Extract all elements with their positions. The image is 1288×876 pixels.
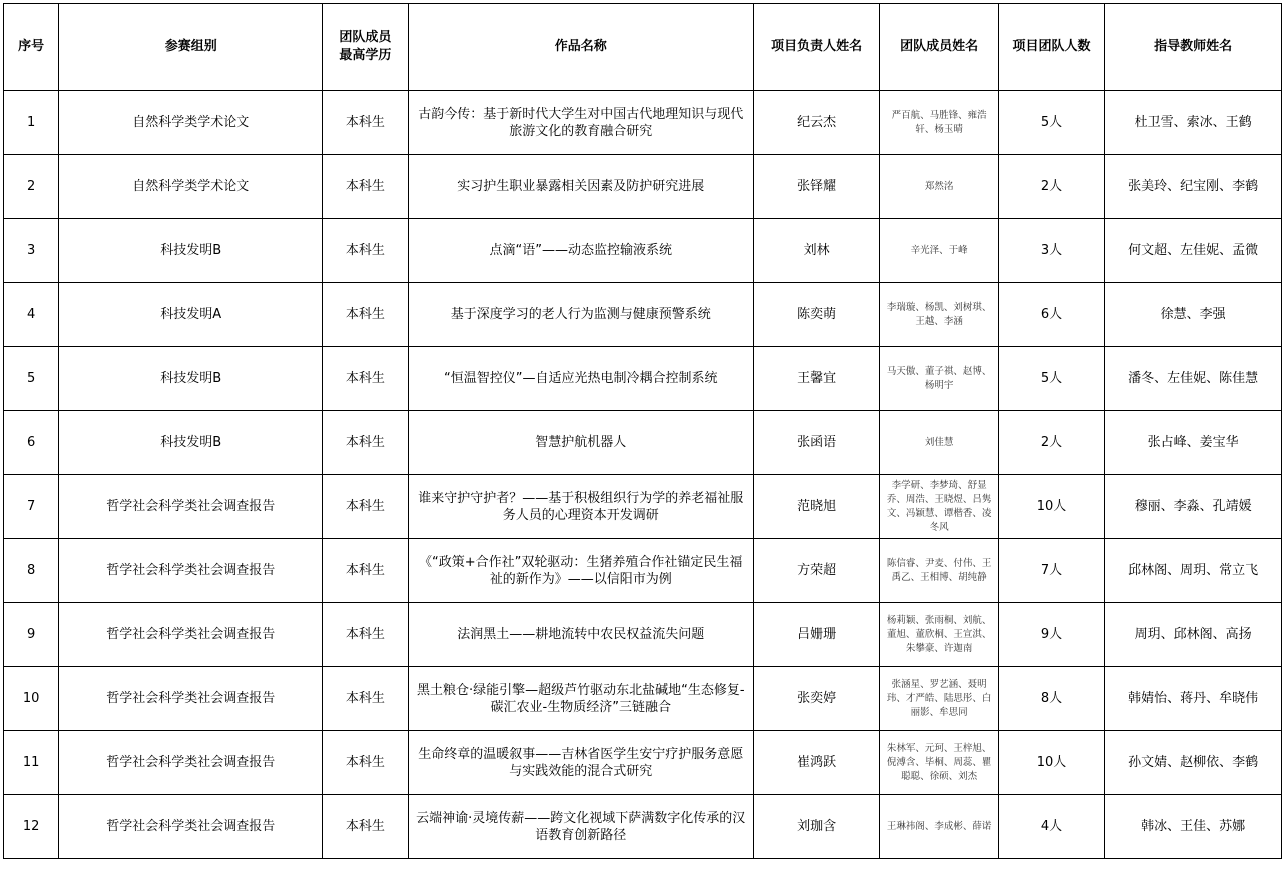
cell-advisors: 邱林阁、周玥、常立飞 <box>1105 539 1282 603</box>
header-index: 序号 <box>4 4 59 91</box>
cell-title: 谁来守护守护者？——基于积极组织行为学的养老福祉服务人员的心理资本开发调研 <box>408 475 753 539</box>
table-row <box>4 795 1282 859</box>
table-row <box>4 667 1282 731</box>
cell-index: 8 <box>4 539 59 603</box>
header-members: 团队成员姓名 <box>880 4 998 91</box>
cell-degree: 本科生 <box>323 667 408 731</box>
cell-members: 辛光泽、于峰 <box>880 219 998 283</box>
cell-index: 3 <box>4 219 59 283</box>
cell-leader: 纪云杰 <box>753 91 879 155</box>
cell-members: 严百航、马胜锋、雍浩轩、杨玉晴 <box>880 91 998 155</box>
cell-group: 哲学社会科学类社会调查报告 <box>59 603 323 667</box>
cell-count: 4人 <box>998 795 1104 859</box>
cell-members: 李学研、李梦琦、舒显乔、周浩、王晓煜、吕隽文、冯颖慧、谭楷香、凌冬风 <box>880 475 998 539</box>
table-row <box>4 731 1282 795</box>
cell-group: 自然科学类学术论文 <box>59 155 323 219</box>
cell-degree: 本科生 <box>323 155 408 219</box>
cell-members: 张涵星、罗艺涵、聂明玮、才严皓、陆思彤、白丽影、牟思同 <box>880 667 998 731</box>
cell-members: 杨莉颖、张雨桐、刘航、董旭、董欣桐、王宣淇、朱攀豪、许迦南 <box>880 603 998 667</box>
cell-index: 7 <box>4 475 59 539</box>
cell-advisors: 何文超、左佳妮、孟微 <box>1105 219 1282 283</box>
cell-advisors: 周玥、邱林阁、高扬 <box>1105 603 1282 667</box>
cell-leader: 范晓旭 <box>753 475 879 539</box>
table-row <box>4 91 1282 155</box>
table-row <box>4 475 1282 539</box>
cell-leader: 张铎耀 <box>753 155 879 219</box>
cell-leader: 刘林 <box>753 219 879 283</box>
cell-title: 古韵今传：基于新时代大学生对中国古代地理知识与现代旅游文化的教育融合研究 <box>408 91 753 155</box>
cell-group: 哲学社会科学类社会调查报告 <box>59 475 323 539</box>
header-advisors: 指导教师姓名 <box>1105 4 1282 91</box>
awards-table <box>3 3 1282 859</box>
cell-advisors: 韩婧怡、蒋丹、牟晓伟 <box>1105 667 1282 731</box>
table-row <box>4 219 1282 283</box>
cell-group: 哲学社会科学类社会调查报告 <box>59 731 323 795</box>
cell-members: 李瑞璇、杨凯、刘树琪、王越、李涵 <box>880 283 998 347</box>
cell-title: 法润黑土——耕地流转中农民权益流失问题 <box>408 603 753 667</box>
header-group: 参赛组别 <box>59 4 323 91</box>
cell-members: 刘佳慧 <box>880 411 998 475</box>
cell-group: 哲学社会科学类社会调查报告 <box>59 667 323 731</box>
cell-count: 8人 <box>998 667 1104 731</box>
cell-advisors: 徐慧、李强 <box>1105 283 1282 347</box>
cell-count: 5人 <box>998 347 1104 411</box>
cell-title: 实习护生职业暴露相关因素及防护研究进展 <box>408 155 753 219</box>
cell-title: 点滴“语”——动态监控输液系统 <box>408 219 753 283</box>
cell-advisors: 韩冰、王佳、苏娜 <box>1105 795 1282 859</box>
cell-degree: 本科生 <box>323 411 408 475</box>
header-degree-line1: 团队成员 <box>339 30 392 45</box>
header-degree-line2: 最高学历 <box>339 48 392 63</box>
cell-advisors: 张占峰、姜宝华 <box>1105 411 1282 475</box>
cell-leader: 张奕婷 <box>753 667 879 731</box>
cell-count: 10人 <box>998 475 1104 539</box>
cell-advisors: 张美玲、纪宝刚、李鹤 <box>1105 155 1282 219</box>
table-row <box>4 411 1282 475</box>
cell-degree: 本科生 <box>323 795 408 859</box>
header-row <box>4 4 1282 91</box>
cell-leader: 崔鸿跃 <box>753 731 879 795</box>
table-row <box>4 539 1282 603</box>
cell-index: 2 <box>4 155 59 219</box>
cell-members: 陈信睿、尹麦、付伟、王禹乙、王相博、胡纯静 <box>880 539 998 603</box>
cell-index: 12 <box>4 795 59 859</box>
table-row <box>4 603 1282 667</box>
table-row <box>4 283 1282 347</box>
header-title: 作品名称 <box>408 4 753 91</box>
cell-degree: 本科生 <box>323 603 408 667</box>
cell-index: 11 <box>4 731 59 795</box>
cell-title: 云端神谕·灵境传薪——跨文化视域下萨满数字化传承的汉语教育创新路径 <box>408 795 753 859</box>
cell-degree: 本科生 <box>323 731 408 795</box>
cell-degree: 本科生 <box>323 347 408 411</box>
table-row <box>4 155 1282 219</box>
cell-count: 6人 <box>998 283 1104 347</box>
cell-group: 科技发明B <box>59 411 323 475</box>
cell-leader: 王馨宜 <box>753 347 879 411</box>
cell-group: 哲学社会科学类社会调查报告 <box>59 795 323 859</box>
header-count: 项目团队人数 <box>998 4 1104 91</box>
cell-leader: 方荣超 <box>753 539 879 603</box>
cell-members: 朱林军、元珂、王梓旭、倪溥含、毕桐、周蕊、瞿聪聪、徐硕、刘杰 <box>880 731 998 795</box>
cell-title: 基于深度学习的老人行为监测与健康预警系统 <box>408 283 753 347</box>
cell-group: 科技发明B <box>59 347 323 411</box>
cell-degree: 本科生 <box>323 539 408 603</box>
cell-count: 2人 <box>998 155 1104 219</box>
cell-count: 3人 <box>998 219 1104 283</box>
cell-degree: 本科生 <box>323 283 408 347</box>
cell-advisors: 穆丽、李淼、孔靖媛 <box>1105 475 1282 539</box>
cell-index: 1 <box>4 91 59 155</box>
cell-members: 王琳祎阁、李成彬、薛诺 <box>880 795 998 859</box>
cell-index: 4 <box>4 283 59 347</box>
cell-group: 自然科学类学术论文 <box>59 91 323 155</box>
cell-title: “恒温智控仪”—自适应光热电制冷耦合控制系统 <box>408 347 753 411</box>
cell-count: 7人 <box>998 539 1104 603</box>
cell-advisors: 孙文婧、赵柳依、李鹤 <box>1105 731 1282 795</box>
cell-leader: 吕姗珊 <box>753 603 879 667</box>
cell-leader: 刘珈含 <box>753 795 879 859</box>
cell-members: 郑然洺 <box>880 155 998 219</box>
cell-title: 黑土粮仓·绿能引擎—超级芦竹驱动东北盐碱地“生态修复-碳汇农业-生物质经济”三链融合 <box>408 667 753 731</box>
cell-leader: 陈奕萌 <box>753 283 879 347</box>
cell-degree: 本科生 <box>323 475 408 539</box>
header-degree <box>323 4 408 91</box>
cell-group: 科技发明B <box>59 219 323 283</box>
header-leader: 项目负责人姓名 <box>753 4 879 91</box>
cell-title: 《“政策+合作社”双轮驱动：生猪养殖合作社锚定民生福祉的新作为》——以信阳市为例 <box>408 539 753 603</box>
cell-advisors: 潘冬、左佳妮、陈佳慧 <box>1105 347 1282 411</box>
cell-title: 智慧护航机器人 <box>408 411 753 475</box>
cell-title: 生命终章的温暖叙事——吉林省医学生安宁疗护服务意愿与实践效能的混合式研究 <box>408 731 753 795</box>
cell-index: 6 <box>4 411 59 475</box>
table-row <box>4 347 1282 411</box>
cell-count: 5人 <box>998 91 1104 155</box>
cell-index: 5 <box>4 347 59 411</box>
cell-degree: 本科生 <box>323 219 408 283</box>
cell-leader: 张函语 <box>753 411 879 475</box>
cell-count: 2人 <box>998 411 1104 475</box>
cell-advisors: 杜卫雪、索冰、王鹤 <box>1105 91 1282 155</box>
cell-count: 10人 <box>998 731 1104 795</box>
cell-group: 哲学社会科学类社会调查报告 <box>59 539 323 603</box>
cell-index: 9 <box>4 603 59 667</box>
cell-members: 马天傲、董子祺、赵博、杨明宇 <box>880 347 998 411</box>
cell-degree: 本科生 <box>323 91 408 155</box>
cell-count: 9人 <box>998 603 1104 667</box>
cell-index: 10 <box>4 667 59 731</box>
cell-group: 科技发明A <box>59 283 323 347</box>
